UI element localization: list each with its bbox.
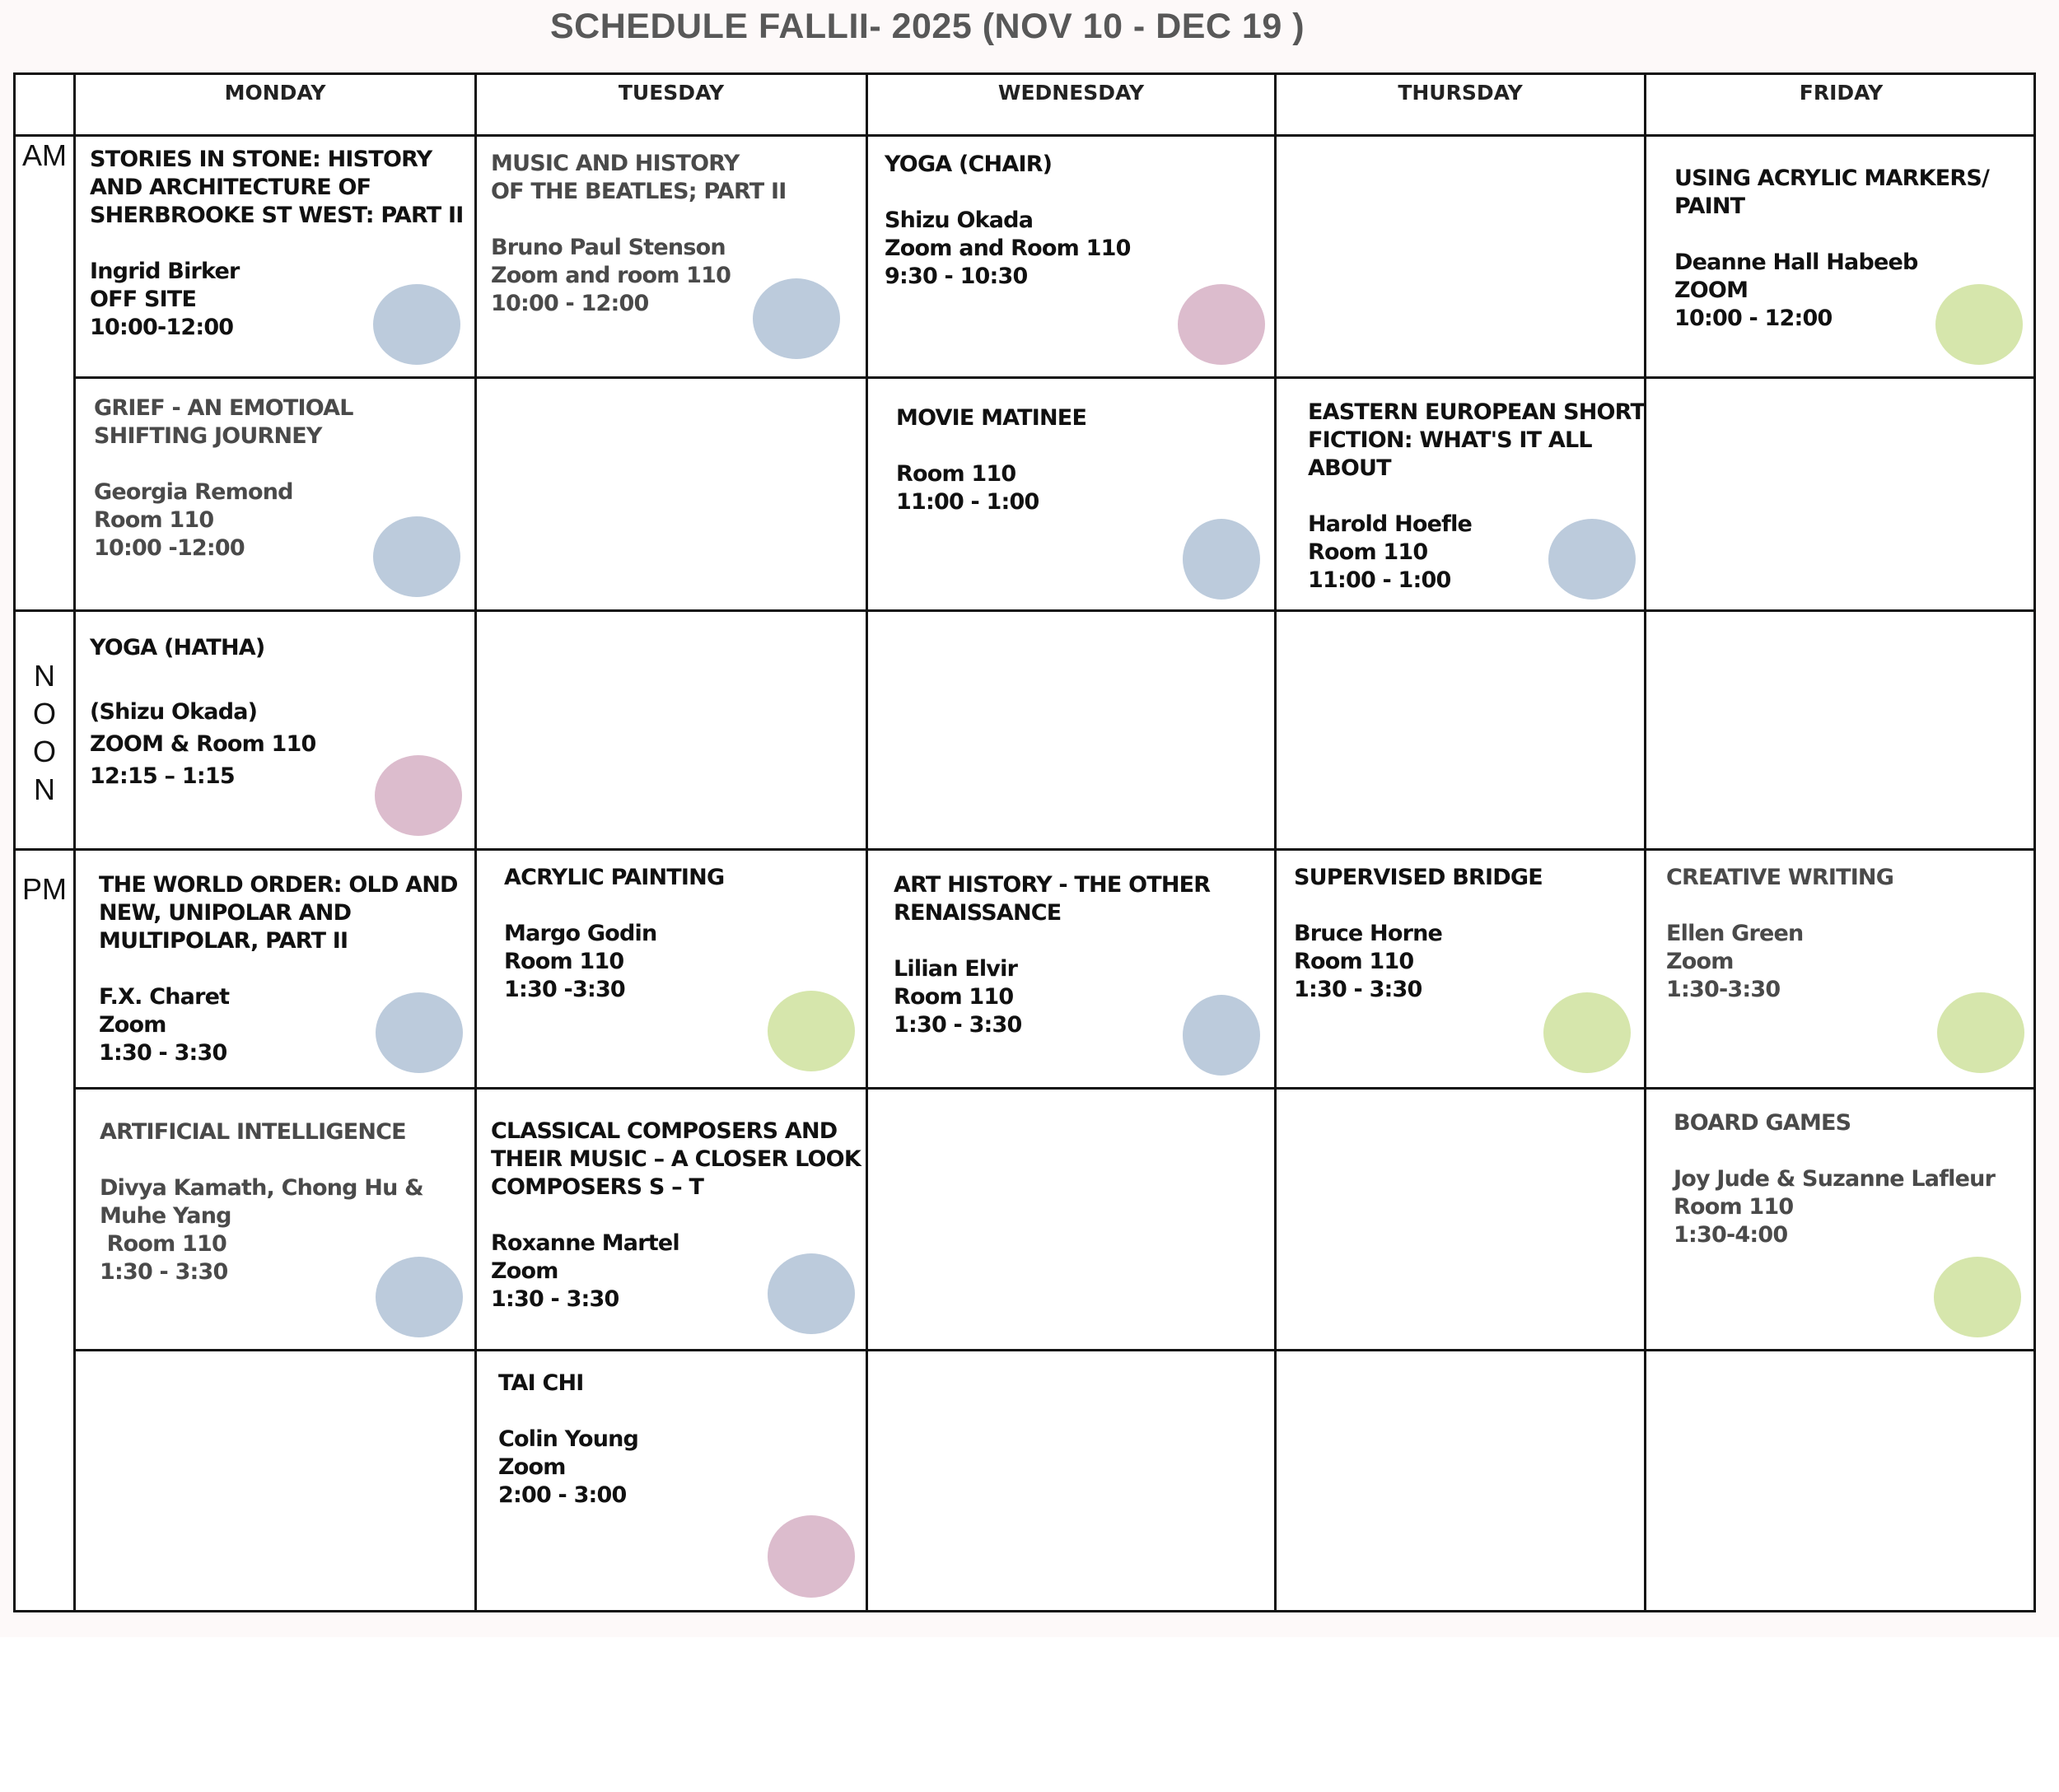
class-time: 10:00-12:00	[90, 315, 234, 340]
page-title: SCHEDULE FALLII- 2025 (NOV 10 - DEC 19 )	[550, 7, 1305, 46]
class-instructor: Bruno Paul Stenson	[491, 235, 726, 260]
class-title: YOGA (CHAIR)	[885, 152, 1053, 177]
grid-line	[73, 1349, 2036, 1351]
class-location: Room 110	[94, 507, 214, 533]
class-instructor: Colin Young	[498, 1426, 639, 1452]
class-title: BOARD GAMES	[1674, 1110, 1851, 1136]
class-cell	[896, 404, 1086, 516]
class-cell	[100, 1118, 423, 1286]
class-instructor: Ellen Green	[1666, 921, 1804, 946]
grid-line	[13, 848, 2036, 851]
class-location: OFF SITE	[90, 287, 197, 312]
class-location: Room 110	[1294, 949, 1414, 974]
class-instructor: Roxanne Martel	[491, 1230, 679, 1256]
category-dot	[753, 278, 840, 359]
class-instructor: Harold Hoefle	[1308, 511, 1473, 537]
class-time: 1:30 - 3:30	[99, 1040, 227, 1066]
class-time: 1:30 - 3:30	[1294, 977, 1422, 1002]
class-location: Zoom	[99, 1012, 166, 1038]
period-label-noon	[16, 657, 73, 809]
class-location: Room 110	[1674, 1194, 1794, 1220]
class-time: 1:30-3:30	[1666, 977, 1781, 1002]
class-title: SUPERVISED BRIDGE	[1294, 865, 1543, 890]
class-location: Zoom	[498, 1454, 566, 1480]
class-instructor: Margo Godin	[504, 921, 657, 946]
class-location: Room 110	[894, 984, 1014, 1010]
class-cell	[1294, 864, 1543, 1004]
class-time: 1:30-4:00	[1674, 1222, 1788, 1248]
class-instructor: Divya Kamath, Chong Hu & Muhe Yang	[100, 1175, 423, 1229]
grid-line	[474, 72, 477, 1612]
class-cell	[498, 1370, 638, 1510]
class-title: ARTIFICIAL INTELLIGENCE	[100, 1119, 406, 1145]
class-location: Zoom and room 110	[491, 263, 731, 288]
category-dot	[373, 516, 460, 597]
class-location: ZOOM	[1674, 278, 1749, 303]
class-title: CREATIVE WRITING	[1666, 865, 1894, 890]
class-instructor: Ingrid Birker	[90, 259, 240, 284]
class-time: 12:15 – 1:15	[90, 763, 235, 789]
class-title: CLASSICAL COMPOSERS AND THEIR MUSIC – A CLOSER LOOK COMPOSERS S – T	[491, 1118, 861, 1200]
grid-line	[13, 609, 2036, 612]
class-instructor: Deanne Hall Habeeb	[1674, 250, 1918, 275]
day-header-thursday: THURSDAY	[1398, 81, 1523, 105]
category-dot	[376, 1257, 463, 1337]
class-cell	[1666, 864, 1893, 1004]
class-title: GRIEF - AN EMOTIOAL SHIFTING JOURNEY	[94, 395, 353, 449]
grid-line	[73, 72, 76, 1612]
category-dot	[768, 1253, 855, 1334]
class-time: 10:00 -12:00	[94, 535, 245, 561]
category-dot	[1178, 284, 1265, 365]
noon-letter: O	[32, 697, 56, 730]
category-dot	[375, 755, 462, 836]
class-instructor: Joy Jude & Suzanne Lafleur	[1674, 1166, 1996, 1192]
class-time: 1:30 - 3:30	[491, 1286, 619, 1312]
class-instructor: Bruce Horne	[1294, 921, 1443, 946]
period-label-am: AM	[22, 138, 67, 172]
class-time: 11:00 - 1:00	[1308, 567, 1451, 593]
class-location: Room 110	[1308, 539, 1428, 565]
category-dot	[1543, 992, 1631, 1073]
noon-letter: N	[34, 772, 55, 806]
class-title: MOVIE MATINEE	[896, 405, 1087, 431]
category-dot	[1548, 519, 1636, 600]
class-time: 11:00 - 1:00	[896, 489, 1039, 515]
class-title: THE WORLD ORDER: OLD AND NEW, UNIPOLAR AND MULTIPOLAR, PART II	[99, 872, 458, 954]
class-title: STORIES IN STONE: HISTORY AND ARCHITECTURE OF SHERBROOKE ST WEST: PART II	[90, 147, 464, 228]
class-location: Room 110	[504, 949, 624, 974]
grid-line	[1644, 72, 1646, 1612]
noon-letter: O	[32, 735, 56, 768]
noon-letter: N	[34, 659, 55, 693]
class-time: 10:00 - 12:00	[1674, 306, 1833, 331]
class-instructor: (Shizu Okada)	[90, 699, 258, 725]
class-title: ACRYLIC PAINTING	[504, 865, 725, 890]
category-dot	[1183, 519, 1260, 600]
class-title: ART HISTORY - THE OTHER RENAISSANCE	[894, 872, 1211, 926]
category-dot	[768, 991, 855, 1071]
class-time: 9:30 - 10:30	[885, 264, 1028, 289]
class-location: Zoom	[1666, 949, 1734, 974]
class-cell	[894, 871, 1210, 1039]
class-location: Zoom	[491, 1258, 558, 1284]
class-cell	[491, 150, 786, 318]
class-time: 1:30 -3:30	[504, 977, 625, 1002]
class-cell	[885, 151, 1131, 291]
category-dot	[373, 284, 460, 365]
class-cell	[504, 864, 724, 1004]
class-title: EASTERN EUROPEAN SHORT FICTION: WHAT'S IT ALL ABOUT	[1308, 399, 1646, 481]
category-dot	[1934, 1257, 2021, 1337]
class-location: ZOOM & Room 110	[90, 731, 316, 757]
class-instructor: Shizu Okada	[885, 208, 1034, 233]
class-title: MUSIC AND HISTORY OF THE BEATLES; PART II	[491, 151, 787, 204]
class-location: Room 110	[896, 461, 1016, 487]
period-label-pm: PM	[22, 872, 67, 906]
day-header-tuesday: TUESDAY	[618, 81, 725, 105]
category-dot	[1935, 284, 2023, 365]
class-instructor: Georgia Remond	[94, 479, 293, 505]
day-header-wednesday: WEDNESDAY	[997, 81, 1145, 105]
class-time: 2:00 - 3:00	[498, 1482, 627, 1508]
class-cell	[1674, 1109, 1995, 1249]
class-title: YOGA (HATHA)	[90, 635, 265, 660]
grid-line	[1274, 72, 1277, 1612]
class-cell	[90, 632, 315, 792]
grid-line	[866, 72, 868, 1612]
class-location: Zoom and Room 110	[885, 236, 1131, 261]
category-dot	[1937, 992, 2024, 1073]
day-header-friday: FRIDAY	[1799, 81, 1884, 105]
grid-line	[73, 1087, 2036, 1090]
class-cell	[94, 394, 353, 562]
class-time: 1:30 - 3:30	[100, 1259, 228, 1285]
class-location: Room 110	[100, 1231, 226, 1257]
class-title: USING ACRYLIC MARKERS/ PAINT	[1674, 166, 1990, 219]
grid-line	[73, 376, 2036, 379]
class-instructor: F.X. Charet	[99, 984, 230, 1010]
grid-line	[13, 134, 2036, 137]
day-header-monday: MONDAY	[224, 81, 326, 105]
category-dot	[1183, 995, 1260, 1076]
class-instructor: Lilian Elvir	[894, 956, 1018, 982]
class-time: 1:30 - 3:30	[894, 1012, 1022, 1038]
class-title: TAI CHI	[498, 1370, 584, 1396]
category-dot	[376, 992, 463, 1073]
category-dot	[768, 1515, 855, 1598]
class-time: 10:00 - 12:00	[491, 291, 649, 316]
